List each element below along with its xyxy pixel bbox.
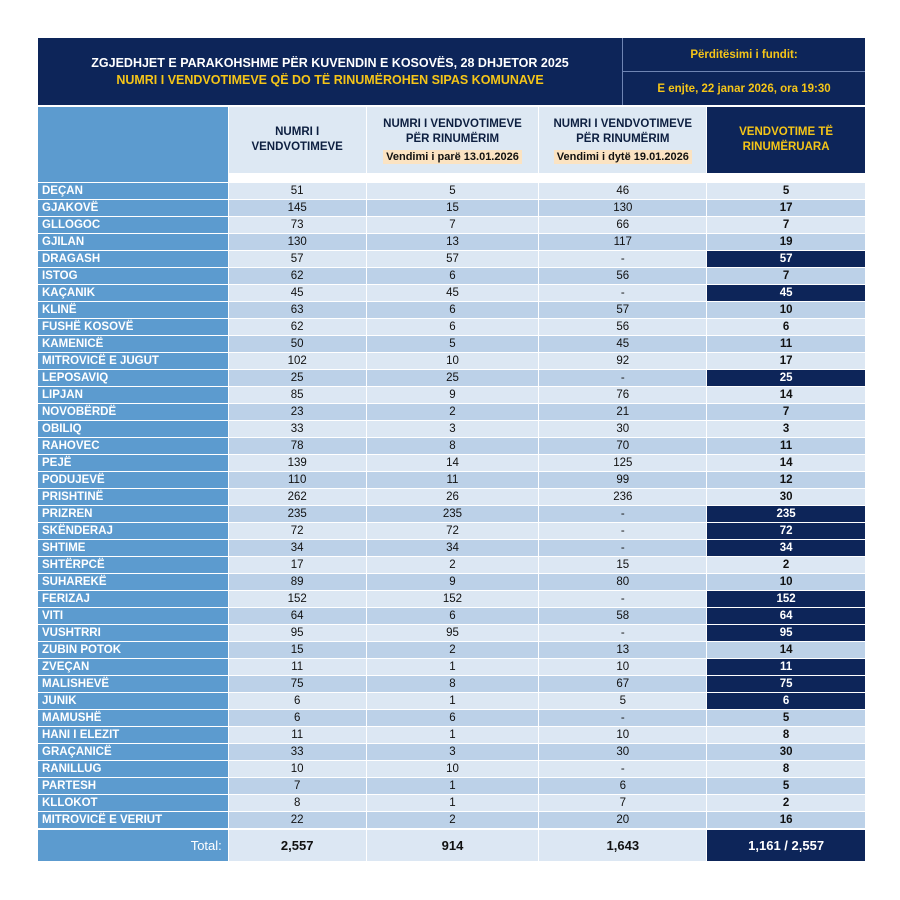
municipality-name: JUNIK xyxy=(38,693,228,709)
municipality-name: ISTOG xyxy=(38,268,228,284)
table-row xyxy=(38,267,865,284)
recounted-count: 14 xyxy=(707,455,865,471)
first-decision-count: 5 xyxy=(367,183,539,199)
recounted-count: 10 xyxy=(707,574,865,590)
first-decision-count: 2 xyxy=(367,404,539,420)
second-decision-count: 45 xyxy=(539,336,706,352)
first-decision-count: 1 xyxy=(367,693,539,709)
second-decision-count: - xyxy=(539,370,706,386)
recounted-count: 45 xyxy=(707,285,865,301)
second-decision-count: 99 xyxy=(539,472,706,488)
column-header-second-decision xyxy=(539,107,706,173)
recounted-count: 12 xyxy=(707,472,865,488)
second-decision-count: 58 xyxy=(539,608,706,624)
municipality-name: PODUJEVË xyxy=(38,472,228,488)
second-decision-count: 30 xyxy=(539,421,706,437)
municipality-name: OBILIQ xyxy=(38,421,228,437)
polling-stations-count: 235 xyxy=(229,506,366,522)
update-block xyxy=(623,38,865,105)
polling-stations-count: 64 xyxy=(229,608,366,624)
recounted-count: 11 xyxy=(707,336,865,352)
first-decision-count: 45 xyxy=(367,285,539,301)
polling-stations-count: 33 xyxy=(229,744,366,760)
first-decision-count: 72 xyxy=(367,523,539,539)
first-decision-count: 11 xyxy=(367,472,539,488)
recounted-count: 57 xyxy=(707,251,865,267)
first-decision-count: 95 xyxy=(367,625,539,641)
recounted-count: 2 xyxy=(707,557,865,573)
recounted-count: 30 xyxy=(707,489,865,505)
first-decision-count: 3 xyxy=(367,744,539,760)
second-decision-count: - xyxy=(539,540,706,556)
decision-date-badge: Vendimi i parë 13.01.2026 xyxy=(383,150,522,164)
polling-stations-count: 62 xyxy=(229,319,366,335)
table-row xyxy=(38,352,865,369)
table-row xyxy=(38,284,865,301)
polling-stations-count: 6 xyxy=(229,693,366,709)
polling-stations-count: 10 xyxy=(229,761,366,777)
municipality-name: LIPJAN xyxy=(38,387,228,403)
first-decision-count: 13 xyxy=(367,234,539,250)
polling-stations-count: 6 xyxy=(229,710,366,726)
table-row xyxy=(38,794,865,811)
column-header-label: NUMRI I VENDVOTIMEVE PËR RINUMËRIM xyxy=(553,117,693,145)
recounted-count: 14 xyxy=(707,642,865,658)
table-header xyxy=(38,38,865,105)
second-decision-count: 56 xyxy=(539,319,706,335)
table-row xyxy=(38,743,865,760)
first-decision-count: 1 xyxy=(367,795,539,811)
municipality-name: KLLOKOT xyxy=(38,795,228,811)
recounted-count: 17 xyxy=(707,353,865,369)
first-decision-count: 5 xyxy=(367,336,539,352)
table-row xyxy=(38,216,865,233)
municipality-name: KAÇANIK xyxy=(38,285,228,301)
polling-stations-count: 17 xyxy=(229,557,366,573)
first-decision-count: 7 xyxy=(367,217,539,233)
municipality-name: ZUBIN POTOK xyxy=(38,642,228,658)
municipality-name: MAMUSHË xyxy=(38,710,228,726)
municipality-name: PEJË xyxy=(38,455,228,471)
decision-date-badge: Vendimi i dytë 19.01.2026 xyxy=(554,150,692,164)
municipality-name: VUSHTRRI xyxy=(38,625,228,641)
table-row xyxy=(38,556,865,573)
first-decision-count: 57 xyxy=(367,251,539,267)
total-second-decision: 1,643 xyxy=(539,830,706,861)
second-decision-count: 57 xyxy=(539,302,706,318)
polling-stations-count: 11 xyxy=(229,659,366,675)
second-decision-count: 117 xyxy=(539,234,706,250)
total-label: Total: xyxy=(38,830,228,861)
second-decision-count: 67 xyxy=(539,676,706,692)
table-row xyxy=(38,726,865,743)
polling-stations-count: 75 xyxy=(229,676,366,692)
polling-stations-count: 73 xyxy=(229,217,366,233)
table-row xyxy=(38,607,865,624)
update-timestamp: E enjte, 22 janar 2026, ora 19:30 xyxy=(657,82,831,95)
table-row xyxy=(38,624,865,641)
table-row xyxy=(38,641,865,658)
second-decision-count: - xyxy=(539,625,706,641)
recounted-count: 95 xyxy=(707,625,865,641)
column-header-recounted xyxy=(707,107,865,173)
polling-stations-count: 45 xyxy=(229,285,366,301)
municipality-name: FERIZAJ xyxy=(38,591,228,607)
polling-stations-count: 62 xyxy=(229,268,366,284)
municipality-name: MITROVICË E JUGUT xyxy=(38,353,228,369)
second-decision-count: - xyxy=(539,523,706,539)
municipality-name: VITI xyxy=(38,608,228,624)
second-decision-count: 76 xyxy=(539,387,706,403)
second-decision-count: - xyxy=(539,506,706,522)
municipality-name: PARTESH xyxy=(38,778,228,794)
first-decision-count: 8 xyxy=(367,676,539,692)
second-decision-count: - xyxy=(539,251,706,267)
table-row xyxy=(38,182,865,199)
polling-stations-count: 102 xyxy=(229,353,366,369)
second-decision-count: 130 xyxy=(539,200,706,216)
table-row xyxy=(38,505,865,522)
column-header-label: VENDVOTIME TË RINUMËRUARA xyxy=(739,126,834,153)
recounted-count: 10 xyxy=(707,302,865,318)
total-first-decision: 914 xyxy=(367,830,539,861)
second-decision-count: 236 xyxy=(539,489,706,505)
recounted-count: 75 xyxy=(707,676,865,692)
polling-stations-count: 57 xyxy=(229,251,366,267)
table-row xyxy=(38,539,865,556)
municipality-name: GJILAN xyxy=(38,234,228,250)
recounted-count: 8 xyxy=(707,761,865,777)
polling-stations-count: 51 xyxy=(229,183,366,199)
header-spacer xyxy=(38,173,865,182)
total-polling-stations: 2,557 xyxy=(229,830,366,861)
polling-stations-count: 63 xyxy=(229,302,366,318)
total-row xyxy=(38,830,865,861)
second-decision-count: 92 xyxy=(539,353,706,369)
municipality-name: PRIZREN xyxy=(38,506,228,522)
second-decision-count: 70 xyxy=(539,438,706,454)
column-header-municipality xyxy=(38,107,228,173)
table-row xyxy=(38,403,865,420)
polling-stations-count: 262 xyxy=(229,489,366,505)
table-row xyxy=(38,675,865,692)
municipality-name: GLLOGOC xyxy=(38,217,228,233)
municipality-name: PRISHTINË xyxy=(38,489,228,505)
recounted-count: 64 xyxy=(707,608,865,624)
municipality-name: MALISHEVË xyxy=(38,676,228,692)
municipality-name: ZVEÇAN xyxy=(38,659,228,675)
polling-stations-count: 145 xyxy=(229,200,366,216)
page-title: ZGJEDHJET E PARAKOHSHME PËR KUVENDIN E KOSOVËS, 28 DHJETOR 2025 xyxy=(91,55,569,70)
second-decision-count: 66 xyxy=(539,217,706,233)
polling-stations-count: 22 xyxy=(229,812,366,828)
second-decision-count: - xyxy=(539,285,706,301)
second-decision-count: 6 xyxy=(539,778,706,794)
polling-stations-count: 50 xyxy=(229,336,366,352)
polling-stations-count: 7 xyxy=(229,778,366,794)
municipality-name: DEÇAN xyxy=(38,183,228,199)
municipality-name: DRAGASH xyxy=(38,251,228,267)
first-decision-count: 26 xyxy=(367,489,539,505)
table-row xyxy=(38,471,865,488)
second-decision-count: 7 xyxy=(539,795,706,811)
update-label: Përditësimi i fundit: xyxy=(623,38,865,72)
polling-stations-count: 72 xyxy=(229,523,366,539)
first-decision-count: 6 xyxy=(367,302,539,318)
second-decision-count: - xyxy=(539,591,706,607)
second-decision-count: 10 xyxy=(539,659,706,675)
recounted-count: 8 xyxy=(707,727,865,743)
first-decision-count: 6 xyxy=(367,608,539,624)
recounted-count: 14 xyxy=(707,387,865,403)
recounted-count: 5 xyxy=(707,710,865,726)
column-header-label: NUMRI I VENDVOTIMEVE PËR RINUMËRIM xyxy=(383,117,522,145)
table-row xyxy=(38,386,865,403)
first-decision-count: 3 xyxy=(367,421,539,437)
second-decision-count: 20 xyxy=(539,812,706,828)
second-decision-count: 21 xyxy=(539,404,706,420)
first-decision-count: 152 xyxy=(367,591,539,607)
table-row xyxy=(38,488,865,505)
second-decision-count: 15 xyxy=(539,557,706,573)
recount-table xyxy=(38,38,865,861)
polling-stations-count: 85 xyxy=(229,387,366,403)
recounted-count: 30 xyxy=(707,744,865,760)
second-decision-count: 30 xyxy=(539,744,706,760)
second-decision-count: 46 xyxy=(539,183,706,199)
second-decision-count: 80 xyxy=(539,574,706,590)
table-row xyxy=(38,420,865,437)
first-decision-count: 2 xyxy=(367,812,539,828)
first-decision-count: 9 xyxy=(367,387,539,403)
first-decision-count: 6 xyxy=(367,319,539,335)
municipality-name: LEPOSAVIQ xyxy=(38,370,228,386)
polling-stations-count: 139 xyxy=(229,455,366,471)
table-body xyxy=(38,182,865,828)
table-row xyxy=(38,335,865,352)
municipality-name: RAHOVEC xyxy=(38,438,228,454)
table-row xyxy=(38,777,865,794)
first-decision-count: 2 xyxy=(367,557,539,573)
first-decision-count: 2 xyxy=(367,642,539,658)
recounted-count: 7 xyxy=(707,404,865,420)
first-decision-count: 15 xyxy=(367,200,539,216)
title-block xyxy=(38,38,623,105)
table-row xyxy=(38,318,865,335)
polling-stations-count: 152 xyxy=(229,591,366,607)
recounted-count: 7 xyxy=(707,268,865,284)
recounted-count: 3 xyxy=(707,421,865,437)
polling-stations-count: 23 xyxy=(229,404,366,420)
recounted-count: 7 xyxy=(707,217,865,233)
table-row xyxy=(38,233,865,250)
first-decision-count: 1 xyxy=(367,659,539,675)
table-row xyxy=(38,658,865,675)
municipality-name: RANILLUG xyxy=(38,761,228,777)
polling-stations-count: 33 xyxy=(229,421,366,437)
recounted-count: 11 xyxy=(707,659,865,675)
municipality-name: KLINË xyxy=(38,302,228,318)
table-row xyxy=(38,522,865,539)
recounted-count: 6 xyxy=(707,319,865,335)
polling-stations-count: 8 xyxy=(229,795,366,811)
recounted-count: 152 xyxy=(707,591,865,607)
first-decision-count: 8 xyxy=(367,438,539,454)
second-decision-count: - xyxy=(539,710,706,726)
municipality-name: SKËNDERAJ xyxy=(38,523,228,539)
municipality-name: NOVOBËRDË xyxy=(38,404,228,420)
column-header-label: NUMRI I VENDVOTIMEVE xyxy=(251,126,343,153)
first-decision-count: 14 xyxy=(367,455,539,471)
total-recounted: 1,161 / 2,557 xyxy=(707,830,865,861)
polling-stations-count: 130 xyxy=(229,234,366,250)
second-decision-count: 13 xyxy=(539,642,706,658)
polling-stations-count: 25 xyxy=(229,370,366,386)
table-row xyxy=(38,301,865,318)
table-row xyxy=(38,692,865,709)
second-decision-count: 125 xyxy=(539,455,706,471)
recounted-count: 17 xyxy=(707,200,865,216)
table-row xyxy=(38,590,865,607)
table-row xyxy=(38,250,865,267)
column-headers xyxy=(38,107,865,173)
recounted-count: 5 xyxy=(707,183,865,199)
table-row xyxy=(38,199,865,216)
municipality-name: GRAÇANICË xyxy=(38,744,228,760)
polling-stations-count: 110 xyxy=(229,472,366,488)
first-decision-count: 1 xyxy=(367,778,539,794)
second-decision-count: 5 xyxy=(539,693,706,709)
polling-stations-count: 89 xyxy=(229,574,366,590)
municipality-name: HANI I ELEZIT xyxy=(38,727,228,743)
municipality-name: KAMENICË xyxy=(38,336,228,352)
first-decision-count: 25 xyxy=(367,370,539,386)
first-decision-count: 34 xyxy=(367,540,539,556)
municipality-name: SHTËRPCË xyxy=(38,557,228,573)
table-row xyxy=(38,437,865,454)
recounted-count: 2 xyxy=(707,795,865,811)
recounted-count: 34 xyxy=(707,540,865,556)
polling-stations-count: 78 xyxy=(229,438,366,454)
municipality-name: FUSHË KOSOVË xyxy=(38,319,228,335)
recounted-count: 5 xyxy=(707,778,865,794)
table-row xyxy=(38,454,865,471)
table-row xyxy=(38,573,865,590)
municipality-name: SUHAREKË xyxy=(38,574,228,590)
second-decision-count: - xyxy=(539,761,706,777)
page-subtitle: NUMRI I VENDVOTIMEVE QË DO TË RINUMËROHEN SIPAS KOMUNAVE xyxy=(116,72,544,87)
recounted-count: 72 xyxy=(707,523,865,539)
first-decision-count: 6 xyxy=(367,710,539,726)
table-row xyxy=(38,811,865,828)
recounted-count: 19 xyxy=(707,234,865,250)
polling-stations-count: 15 xyxy=(229,642,366,658)
first-decision-count: 235 xyxy=(367,506,539,522)
table-row xyxy=(38,760,865,777)
recounted-count: 6 xyxy=(707,693,865,709)
second-decision-count: 56 xyxy=(539,268,706,284)
first-decision-count: 6 xyxy=(367,268,539,284)
recounted-count: 16 xyxy=(707,812,865,828)
polling-stations-count: 95 xyxy=(229,625,366,641)
polling-stations-count: 34 xyxy=(229,540,366,556)
first-decision-count: 10 xyxy=(367,761,539,777)
recounted-count: 235 xyxy=(707,506,865,522)
column-header-first-decision xyxy=(367,107,539,173)
polling-stations-count: 11 xyxy=(229,727,366,743)
municipality-name: GJAKOVË xyxy=(38,200,228,216)
recounted-count: 25 xyxy=(707,370,865,386)
recounted-count: 11 xyxy=(707,438,865,454)
table-row xyxy=(38,709,865,726)
municipality-name: SHTIME xyxy=(38,540,228,556)
table-row xyxy=(38,369,865,386)
first-decision-count: 10 xyxy=(367,353,539,369)
first-decision-count: 9 xyxy=(367,574,539,590)
column-header-polling-stations xyxy=(229,107,366,173)
second-decision-count: 10 xyxy=(539,727,706,743)
municipality-name: MITROVICË E VERIUT xyxy=(38,812,228,828)
first-decision-count: 1 xyxy=(367,727,539,743)
